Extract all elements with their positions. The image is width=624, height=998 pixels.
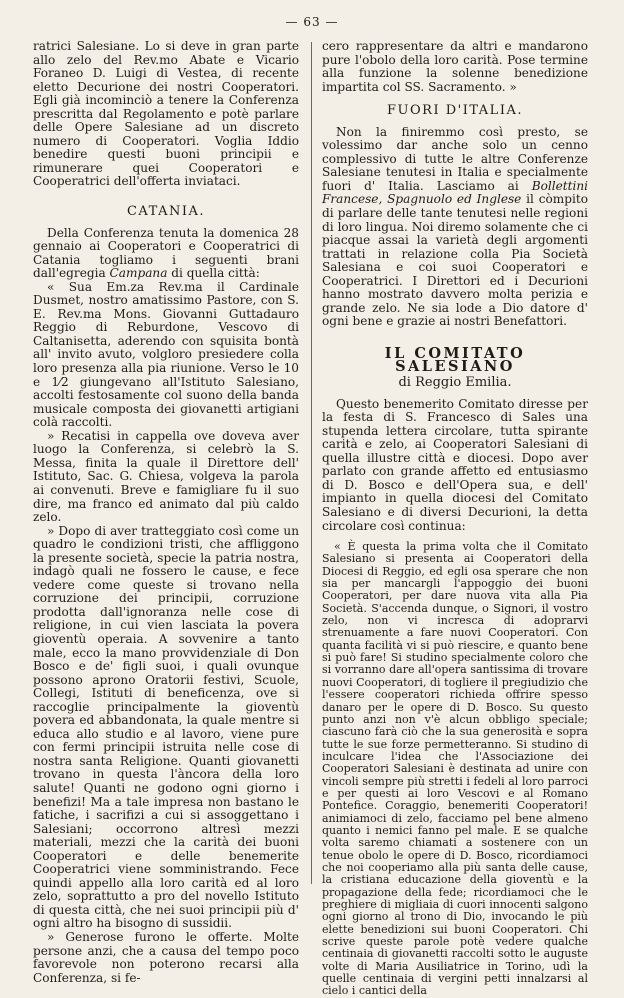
section-title-comitato: IL COMITATO SALESIANO xyxy=(384,344,526,376)
catania-paragraph-4: » Generose furono le offerte. Molte persone anzi, che a causa del tempo poco favorevole non poterono recarsi alla Conferenza, si fe- xyxy=(33,930,299,985)
section-subtitle-reggio: di Reggio Emilia. xyxy=(398,375,512,391)
section-title-fuori-italia: FUORI D'ITALIA. xyxy=(387,103,523,119)
page-number: — 63 — xyxy=(285,15,339,29)
fuori-text-b: il còmpito di parlare delle tante tenutesi nelle regioni di loro lingua. Noi diremo solamente che ci piacque assai la varietà degli argomenti trattati in relazione colla Pia Società Salesiana e coi suoi Cooperatori e Cooperatrici. I Direttori ed i Decurioni hanno mostrato davvero molta perizia e grande zelo. Ne sia lode a Dio datore d' ogni bene e grazie ai nostri Benefattori. xyxy=(322,192,588,329)
catania-intro-text-b: di quella città: xyxy=(167,266,260,281)
column-divider xyxy=(311,42,312,884)
catania-intro-text-a: Della Conferenza tenuta la domenica 28 gennaio ai Cooperatori e Cooperatrici di Catania togliamo i seguenti brani dall'egregia xyxy=(33,225,299,281)
paragraph-continuation-right: cero rappresentare da altri e mandarono pure l'obolo della loro carità. Pose termine alla funzione la solenne benedizione impartita col SS. Sacramento. » xyxy=(322,39,588,94)
bulletins-names: Bollettini Francese, Spagnuolo ed Inglese xyxy=(322,178,588,207)
section-title-catania: CATANIA. xyxy=(126,204,205,220)
catania-paragraph-3: » Dopo di aver tratteggiato così come un quadro le condizioni tristi, che affliggono la presente società, specie la patria nostra, indagò quali ne fossero le cause, e fece vedere come queste si trovano nella corruzione dei principii, corruzione prodotta dall'ignoranza nelle cose di religione, in cui vien lasciata la povera gioventù operaia. A sovvenire a tanto male, ecco la mano provvidenziale di Don Bosco e de' figli suoi, i quali ovunque possono aprono Oratorii festivi, Scuole, Collegi, Istituti di beneficenza, ove si raccoglie principalmente la gioventù povera ed abbandonata, la quale mentre si educa allo studio e al lavoro, viene pure con fermi principii istruita nelle cose di nostra santa Religione. Quanti giovanetti trovano in questa l'àncora della loro salute! Quanti ne godono ogni giorno i benefizi! Ma a tale impresa non bastano le fatiche, i sacrifizi a cui si assoggettano i Salesiani; occorrono altresì mezzi materiali, mezzi che la carità dei buoni Cooperatori e delle benemerite Cooperatrici viene somministrando. Fece quindi appello alla loro carità ed al loro zelo, soprattutto a pro del novello Istituto di questa città, che nei suoi principii più d' ogni altro ha bisogno di sussidii. xyxy=(33,523,299,931)
circular-letter-text: « È questa la prima volta che il Comitato Salesiano si presenta ai Cooperatori della Diocesi di Reggio, ed egli osa sperare che non sia per mancargli l'appoggio dei buoni Cooperatori, per dare nuova vita alla Pia Società. S'accenda dunque, o Signori, il vostro zelo, non vi incresca di adoprarvi strenuamente a fare nuovi Cooperatori. Con quanta facilità vi si può riescire, e quanto bene si può fare! Si studino specialmente coloro che si vorranno dare all'opera santissima di trovare nuovi Cooperatori, di togliere il pregiudizio che l'essere cooperatori richieda offrire spesso danaro per le opere di D. Bosco. Su questo punto anzi non v'è alcun obbligo speciale; ciascuno farà ciò che la sua generosità e sopra tutte le sue forze permetteranno. Si studino di inculcare l'idea che l'Associazione dei Cooperatori Salesiani è destinata ad unire con vincoli sempre più stretti i fedeli al loro parroci e per questi ai loro Vescovi e al Romano Pontefice. Coraggio, benemeriti Cooperatori! animiamoci di zelo, facciamo pel bene almeno quanto i nemici fanno pel male. E se qualche volta saremo chiamati a sostenere con un tenue obolo le opere di D. Bosco, ricordiamoci che noi cooperiamo alla più santa delle cause, la cristiana educazione della gioventù e la propagazione della fede; ricordiamoci che le preghiere di migliaia di cuori innocenti salgono ogni giorno al trono di Dio, invocando le più elette benedizioni sui buoni Cooperatori. Chi scrive queste parole potè vedere qualche centinaia di giovanetti raccolti sotto le auguste volte di Maria Ausiliatrice in Torino, udì la quelle centinaia di vergini petti innalzarsi al cielo i cantici della xyxy=(322,540,588,998)
comitato-paragraph: Questo benemerito Comitato diresse per la festa di S. Francesco di Sales una stupenda lettera circolare, tutta spirante carità e zelo, ai Cooperatori Salesiani di quella illustre città e diocesi. Dopo aver parlato con grande affetto ed entusiasmo di D. Bosco e dell'Opera sua, e dell' impianto in quella diocesi del Comitato Salesiano e di diversi Decurioni, la detta circolare così continua: xyxy=(322,396,588,533)
paragraph-continuation: ratrici Salesiane. Lo si deve in gran parte allo zelo del Rev.mo Abate e Vicario Foraneo D. Luigi di Vestea, di recente eletto Decurione dei nostri Cooperatori. Egli già incominciò a tenere la Conferenza prescritta dal Regolamento e potè parlare delle Opere Salesiane ad un discreto numero di Cooperatori. Voglia Iddio benedire questi buoni principii e rimunerare quei Cooperatori e Cooperatrici dell'offerta inviataci. xyxy=(33,39,299,189)
fuori-text-a: Non la finiremmo così presto, se volessimo dar anche solo un cenno complessivo di tutte le altre Conferenze Salesiane tenutesi in Italia e specialmente fuori d' Italia. Lasciamo ai xyxy=(322,124,588,193)
left-column xyxy=(33,40,299,985)
fuori-italia-paragraph xyxy=(322,126,588,329)
newspaper-name: Campana xyxy=(109,266,168,281)
right-column xyxy=(322,40,588,998)
circular-letter-quote xyxy=(322,541,588,998)
catania-intro xyxy=(33,227,299,281)
catania-paragraph-1: « Sua Em.za Rev.ma il Cardinale Dusmet, nostro amatissimo Pastore, con S. E. Rev.ma Mons. Giovanni Guttadauro Reggio di Reburdone, Vescovo di Caltanisetta, aderendo con squisita bontà all' invito avuto, volgloro presiedere colla loro presenza alla pia riunione. Verso le 10 e 1⁄2 giungevano all'Istituto Salesiano, accolti festosamente col suono della banda musicale composta dei giovanetti artigiani colà raccolti. xyxy=(33,279,299,430)
catania-paragraph-2: » Recatisi in cappella ove doveva aver luogo la Conferenza, si celebrò la S. Messa, finita la quale il Direttore dell' Istituto, Sac. G. Chiesa, volgeva la parola ai convenuti. Breve e famigliare fu il suo dire, ma franco ed animato dal più caldo zelo. xyxy=(33,428,299,525)
